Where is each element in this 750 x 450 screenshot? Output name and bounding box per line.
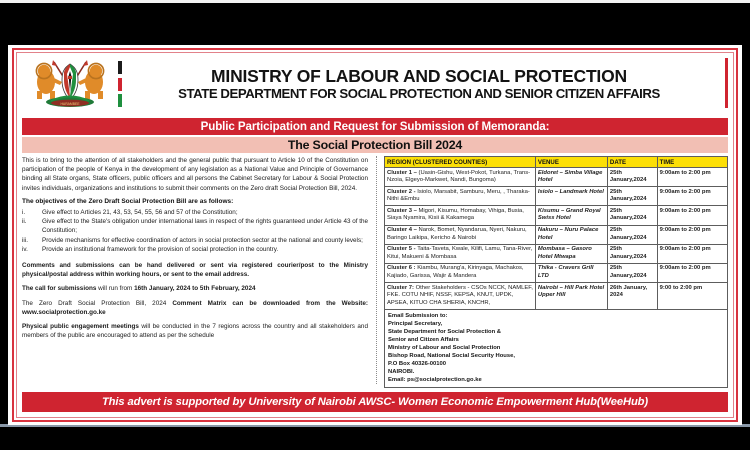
flag-bar-red bbox=[118, 78, 122, 91]
cluster-counties: Taita-Taveta, Kwale, Kilifi, Lamu, Tana-River, Kitui, Makueni & Mombasa bbox=[387, 246, 533, 260]
ministry-title-line2: STATE DEPARTMENT FOR SOCIAL PROTECTION AND SENIOR CITIZEN AFFAIRS bbox=[178, 85, 660, 101]
ministry-titles bbox=[132, 67, 728, 102]
cell-venue: Thika - Cravers Grill LTD bbox=[535, 263, 607, 282]
cluster-label: Cluster 7: bbox=[387, 284, 416, 291]
objective-text: Give effect to the State's obligation under international laws in respect of the rights guaranteed under Article 43 of the Constitution; bbox=[42, 218, 368, 235]
cell-date: 25th January,2024 bbox=[607, 263, 657, 282]
cell-date: 25th January,2024 bbox=[607, 244, 657, 263]
table-row bbox=[385, 263, 728, 282]
column-header-time: TIME bbox=[657, 157, 727, 168]
list-item bbox=[22, 246, 368, 255]
meetings-label: Physical public engagement meetings bbox=[22, 322, 139, 330]
cell-venue: Mombasa – Gasoro Hotel Mtwapa bbox=[535, 244, 607, 263]
cluster-label: Cluster 5 - bbox=[387, 246, 418, 253]
table-row bbox=[385, 283, 728, 310]
schedule-table bbox=[384, 156, 728, 310]
letterbox-top bbox=[0, 3, 750, 45]
comment-matrix-note bbox=[22, 299, 368, 317]
table-row bbox=[385, 206, 728, 225]
cluster-counties: Migori, Kisumu, Homabay, Vihiga, Busia, Siaya Nyamira, Kisii & Kakamega bbox=[387, 207, 524, 222]
cell-venue: Kisumu – Grand Royal Swiss Hotel bbox=[535, 206, 607, 225]
cluster-counties: (Uasin-Gishu, West-Pokot, Turkana, Trans-Nzoia, Elgeyo-Markwet, Nandi, Bungoma) bbox=[387, 169, 531, 184]
table-header-row bbox=[385, 157, 728, 168]
cell-region bbox=[385, 168, 536, 187]
objective-number: i. bbox=[22, 208, 26, 216]
meetings-text: will be conducted in the 7 regions across the country and all stakeholders and members of the public are encouraged to attend as per the schedule bbox=[22, 322, 368, 340]
letterbox-bottom bbox=[0, 428, 750, 450]
list-item bbox=[22, 218, 368, 236]
cluster-label: Cluster 6 : bbox=[387, 265, 418, 272]
call-label: The call for submissions bbox=[22, 285, 97, 293]
right-column bbox=[377, 156, 728, 384]
address-line: NAIROBI. bbox=[388, 369, 415, 376]
cluster-counties: Kiambu, Murang'a, Kirinyaga, Machakos, Kajiado, Garissa, Wajir & Mandera bbox=[387, 265, 524, 280]
objectives-heading: The objectives of the Zero Draft Social Protection Bill are as follows: bbox=[22, 197, 234, 205]
call-mid: will run from bbox=[96, 285, 135, 293]
intro-paragraph: This is to bring to the attention of all stakeholders and the general public that pursuant to Article 10 of the Constitution on participation of the people of Kenya in the development of any legislation as a National Value and Principle of Governance binding all State organs, State officers, public officers and all persons the Cabinet Secretary for Labour & Social Protection invites individuals, organizations and institutions to submit their comments on the Zero draft Social Protection Bill, 2024. bbox=[22, 157, 368, 192]
column-header-venue: VENUE bbox=[535, 157, 607, 168]
cell-time: 9:00am to 2:00 pm bbox=[657, 206, 727, 225]
cell-date: 25th January,2024 bbox=[607, 206, 657, 225]
objective-text: Give effect to Articles 21, 43, 53, 54, 55, 56 and 57 of the Constitution; bbox=[42, 208, 238, 216]
cell-time: 9:00am to 2:00 pm bbox=[657, 168, 727, 187]
matrix-pre: The Zero Draft Social Protection Bill, 2024 bbox=[22, 299, 173, 307]
cluster-counties: Other Stakeholders - CSOs NCCK, NAMLEF, FKE. COTU NHIF, NSSF, KEPSA, KNUT, UPDK, APSEA, KITUO CHA SHERIA, KNCHR, bbox=[387, 284, 533, 306]
cluster-counties: Isiolo, Marsabit, Samburu, Meru, , Tharaka-Nithi &Embu bbox=[387, 188, 530, 203]
address-line: State Department for Social Protection & bbox=[388, 329, 502, 336]
flag-bar-green bbox=[118, 94, 122, 107]
objective-number: iv. bbox=[22, 246, 28, 253]
sponsor-footer-banner: This advert is supported by University of Nairobi AWSC- Women Economic Empowerment Hub(WeeHub) bbox=[22, 392, 728, 412]
table-row bbox=[385, 225, 728, 244]
cell-date: 25th January,2024 bbox=[607, 187, 657, 206]
call-dates: 16th January, 2024 to 5th February, 2024 bbox=[134, 285, 256, 293]
table-row bbox=[385, 187, 728, 206]
cell-venue: Nairobi – Hill Park Hotel Upper Hill bbox=[535, 283, 607, 310]
cluster-counties: Narok, Bomet, Nyandarua, Nyeri, Nakuru, Baringo Laikipa, Kericho & Nairobi bbox=[387, 227, 527, 241]
cluster-label: Cluster 4 – bbox=[387, 227, 419, 234]
objective-number: iii. bbox=[22, 236, 28, 244]
email-submission-block bbox=[384, 310, 728, 389]
cell-time: 9:00am to 2:00 pm bbox=[657, 225, 727, 244]
address-line: Bishop Road, National Social Security House, bbox=[388, 353, 515, 360]
cell-venue: Eldoret – Simba Village Hotel bbox=[535, 168, 607, 187]
header-right-red-bar bbox=[725, 58, 728, 108]
cluster-label: Cluster 1 – bbox=[387, 169, 419, 176]
cluster-label: Cluster 3 – bbox=[387, 207, 419, 214]
objective-number: ii. bbox=[22, 218, 27, 226]
objective-text: Provide mechanisms for effective coordination of actors in social protection sector at the national and county levels; bbox=[42, 236, 363, 244]
column-header-region: REGION (CLUSTERED COUNTIES) bbox=[385, 157, 536, 168]
cell-date: 25th January,2024 bbox=[607, 168, 657, 187]
address-email: Email: ps@socialprotection.go.ke bbox=[388, 377, 482, 384]
cell-time: 9:00 to 2:00 pm bbox=[657, 283, 727, 310]
cell-venue: Isiolo – Landmark Hotel bbox=[535, 187, 607, 206]
cluster-label: Cluster 2 - bbox=[387, 188, 418, 195]
cell-region bbox=[385, 187, 536, 206]
cell-region bbox=[385, 263, 536, 282]
address-line: Senior and Citizen Affairs bbox=[388, 337, 459, 344]
kenya-coat-of-arms-icon bbox=[22, 57, 118, 111]
address-line: Ministry of Labour and Social Protection bbox=[388, 345, 501, 352]
left-column bbox=[22, 156, 377, 384]
ministry-title-line1: MINISTRY OF LABOUR AND SOCIAL PROTECTION bbox=[211, 65, 627, 86]
banner-public-participation: Public Participation and Request for Submission of Memoranda: bbox=[22, 118, 728, 135]
banner-bill-title: The Social Protection Bill 2024 bbox=[22, 137, 728, 153]
list-item bbox=[22, 209, 368, 218]
cell-time: 9:00am to 2:00 pm bbox=[657, 263, 727, 282]
address-line: Email Submission to: bbox=[388, 312, 448, 319]
cell-region bbox=[385, 244, 536, 263]
cell-region bbox=[385, 225, 536, 244]
flag-bar-black bbox=[118, 61, 122, 74]
cell-region bbox=[385, 206, 536, 225]
poster-body bbox=[22, 156, 728, 384]
cell-venue: Nakuru – Nuru Palace Hotel bbox=[535, 225, 607, 244]
cell-region bbox=[385, 283, 536, 310]
call-for-submissions bbox=[22, 284, 368, 293]
meetings-note bbox=[22, 322, 368, 340]
objectives-list bbox=[22, 209, 368, 255]
cell-time: 9:00am to 2:00 pm bbox=[657, 187, 727, 206]
poster-header bbox=[22, 56, 728, 112]
comments-note: Comments and submissions can be hand delivered or sent via registered courier/post to the Ministry physical/postal address within working hours, or sent to the email address. bbox=[22, 261, 368, 279]
column-header-date: DATE bbox=[607, 157, 657, 168]
list-item bbox=[22, 237, 368, 246]
address-line: P.O Box 40326-00100 bbox=[388, 361, 447, 368]
table-row bbox=[385, 168, 728, 187]
matrix-website: Comment Matrix can be downloaded from the Website: www.socialprotection.go.ke bbox=[22, 299, 368, 316]
cell-date: 26th January, 2024 bbox=[607, 283, 657, 310]
address-line: Principal Secretary, bbox=[388, 320, 443, 327]
objective-text: Provide an institutional framework for the provision of social protection in the country. bbox=[42, 246, 279, 253]
svg-text:HARAMBEE: HARAMBEE bbox=[60, 102, 80, 106]
cell-time: 9:00am to 2:00 pm bbox=[657, 244, 727, 263]
table-row bbox=[385, 244, 728, 263]
flag-color-bars bbox=[118, 61, 126, 107]
cell-date: 25th January,2024 bbox=[607, 225, 657, 244]
